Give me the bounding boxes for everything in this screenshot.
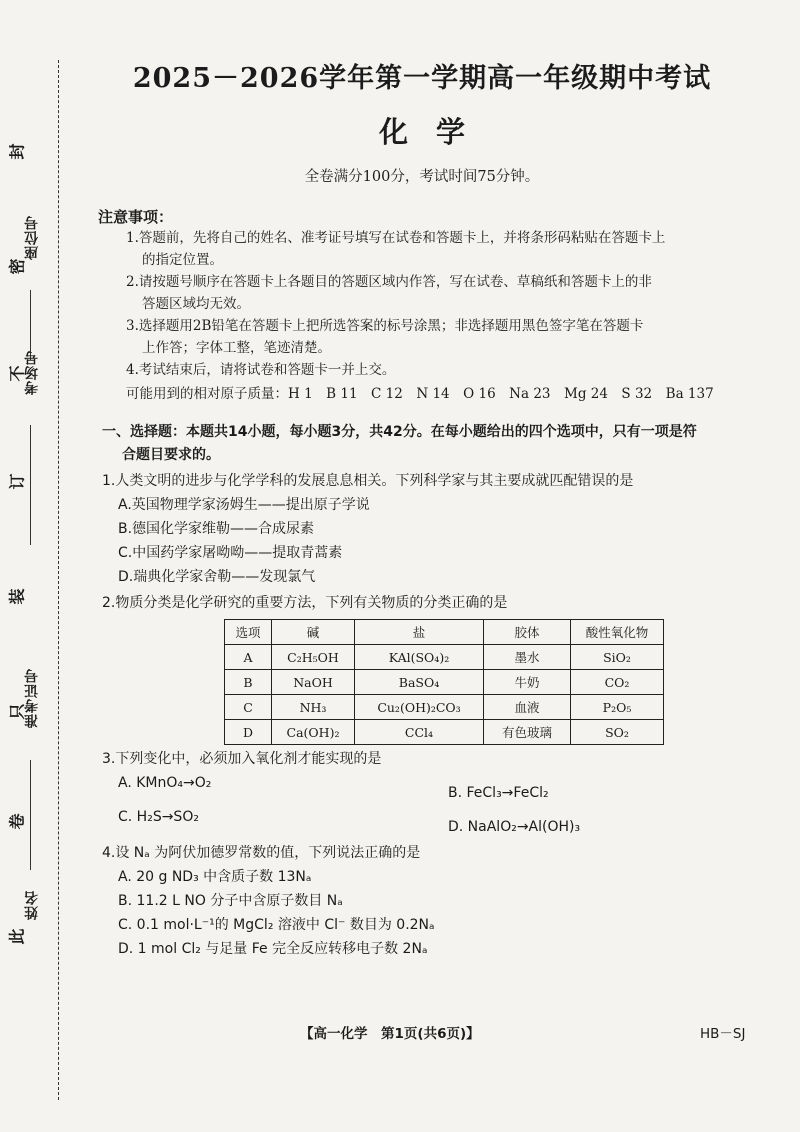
- table-cell: Cu₂(OH)₂CO₃: [355, 695, 484, 720]
- question-3-stem: 3.下列变化中，必须加入氧化剂才能实现的是: [102, 751, 382, 767]
- seat-number-label: 座位号: [24, 215, 40, 260]
- table-cell: SO₂: [571, 720, 664, 745]
- paper-code: HB－SJ: [700, 1026, 746, 1042]
- exam-room-blank[interactable]: [30, 425, 31, 545]
- admission-number-label: 准考证号: [24, 668, 40, 728]
- question-1-stem: 1.人类文明的进步与化学学科的发展息息相关。下列科学家与其主要成就匹配错误的是: [102, 473, 634, 489]
- note-item: [126, 271, 752, 315]
- question-4-option-b[interactable]: B. 11.2 L NO 分子中含原子数目 Nₐ: [118, 893, 343, 909]
- binding-char: 此: [7, 928, 27, 945]
- question-3-option-d[interactable]: D. NaAlO₂→Al(OH)₃: [448, 819, 581, 835]
- page-number: 【高一化学 第1页(共6页)】: [300, 1026, 480, 1042]
- table-header-cell: 选项: [225, 620, 272, 645]
- relative-atomic-masses: 可能用到的相对原子质量：H 1 B 11 C 12 N 14 O 16 Na 23 Mg 24 S 32 Ba 137: [126, 386, 714, 402]
- classification-table: [224, 619, 664, 745]
- binding-margin: [0, 0, 70, 1132]
- table-row: [225, 695, 664, 720]
- table-cell: CCl₄: [355, 720, 484, 745]
- question-3-option-c[interactable]: C. H₂S→SO₂: [118, 809, 199, 825]
- question-1-option-b[interactable]: B.德国化学家维勒——合成尿素: [118, 521, 315, 537]
- admission-number-blank[interactable]: [30, 760, 31, 870]
- binding-cut-line: [58, 60, 59, 1100]
- full-score-note: 全卷满分100分，考试时间75分钟。: [304, 169, 540, 185]
- table-cell: SiO₂: [571, 645, 664, 670]
- question-2-stem: 2.物质分类是化学研究的重要方法，下列有关物质的分类正确的是: [102, 595, 508, 611]
- table-cell: 墨水: [484, 645, 571, 670]
- table-row: [225, 720, 664, 745]
- subject-title: 化学: [378, 115, 493, 149]
- exam-content: [92, 60, 752, 961]
- table-cell: 血液: [484, 695, 571, 720]
- table-cell: BaSO₄: [355, 670, 484, 695]
- question-4-option-c[interactable]: C. 0.1 mol·L⁻¹的 MgCl₂ 溶液中 Cl⁻ 数目为 0.2Nₐ: [118, 917, 435, 933]
- table-cell: P₂O₅: [571, 695, 664, 720]
- section-heading-line: 一、选择题：本题共14小题，每小题3分，共42分。在每小题给出的四个选项中，只有一项是符: [102, 424, 697, 440]
- binding-char: 密: [7, 258, 27, 275]
- table-row: [225, 670, 664, 695]
- question-3-options-row: [118, 771, 752, 805]
- table-cell: NaOH: [272, 670, 355, 695]
- table-header-cell: 盐: [355, 620, 484, 645]
- exam-room-label: 考场号: [24, 350, 40, 395]
- table-header-cell: 碱: [272, 620, 355, 645]
- note-item: [126, 359, 752, 381]
- table-cell: A: [225, 645, 272, 670]
- binding-char: 封: [7, 143, 27, 160]
- question-4-option-d[interactable]: D. 1 mol Cl₂ 与足量 Fe 完全反应转移电子数 2Nₐ: [118, 941, 428, 957]
- table-cell: B: [225, 670, 272, 695]
- note-line: 的指定位置。: [142, 252, 223, 268]
- binding-char: 装: [7, 588, 27, 605]
- binding-char: 不: [7, 365, 27, 382]
- note-line: 上作答；字体工整，笔迹清楚。: [142, 340, 331, 356]
- table-header-cell: 胶体: [484, 620, 571, 645]
- table-header-row: [225, 620, 664, 645]
- question-1-option-c[interactable]: C.中国药学家屠呦呦——提取青蒿素: [118, 545, 343, 561]
- table-cell: Ca(OH)₂: [272, 720, 355, 745]
- table-cell: C: [225, 695, 272, 720]
- table-cell: KAl(SO₄)₂: [355, 645, 484, 670]
- note-line: 3.选择题用2B铅笔在答题卡上把所选答案的标号涂黑；非选择题用黑色签字笔在答题卡: [126, 318, 644, 334]
- question-1-option-a[interactable]: A.英国物理学家汤姆生——提出原子学说: [118, 497, 370, 513]
- note-line: 2.请按题号顺序在答题卡上各题目的答题区域内作答，写在试卷、草稿纸和答题卡上的非: [126, 274, 652, 290]
- table-cell: 牛奶: [484, 670, 571, 695]
- exam-title: 2025－2026学年第一学期高一年级期中考试: [132, 63, 712, 94]
- note-line: 4.考试结束后，请将试卷和答题卡一并上交。: [126, 362, 396, 378]
- note-line: 1.答题前，先将自己的姓名、准考证号填写在试卷和答题卡上，并将条形码粘贴在答题卡上: [126, 230, 666, 246]
- table-header-cell: 酸性氧化物: [571, 620, 664, 645]
- question-4-stem: 4.设 Nₐ 为阿伏加德罗常数的值，下列说法正确的是: [102, 845, 421, 861]
- binding-char: 卷: [7, 813, 27, 830]
- question-4-option-a[interactable]: A. 20 g ND₃ 中含质子数 13Nₐ: [118, 869, 312, 885]
- table-cell: C₂H₅OH: [272, 645, 355, 670]
- note-item: [126, 227, 752, 271]
- binding-char: 订: [7, 473, 27, 490]
- note-item: [126, 315, 752, 359]
- question-1-option-d[interactable]: D.瑞典化学家舍勒——发现氯气: [118, 569, 316, 585]
- notes-heading: 注意事项：: [98, 208, 174, 226]
- question-3-option-b[interactable]: B. FeCl₃→FeCl₂: [448, 785, 549, 801]
- question-3-options-row: [118, 805, 752, 839]
- table-cell: 有色玻璃: [484, 720, 571, 745]
- table-cell: NH₃: [272, 695, 355, 720]
- name-label: 姓名: [24, 890, 40, 920]
- question-3-option-a[interactable]: A. KMnO₄→O₂: [118, 775, 212, 791]
- table-row: [225, 645, 664, 670]
- binding-char: 只: [7, 703, 27, 720]
- table-cell: D: [225, 720, 272, 745]
- table-cell: CO₂: [571, 670, 664, 695]
- section-heading-line: 合题目要求的。: [122, 447, 220, 463]
- section-heading: [102, 421, 752, 467]
- note-line: 答题区域均无效。: [142, 296, 250, 312]
